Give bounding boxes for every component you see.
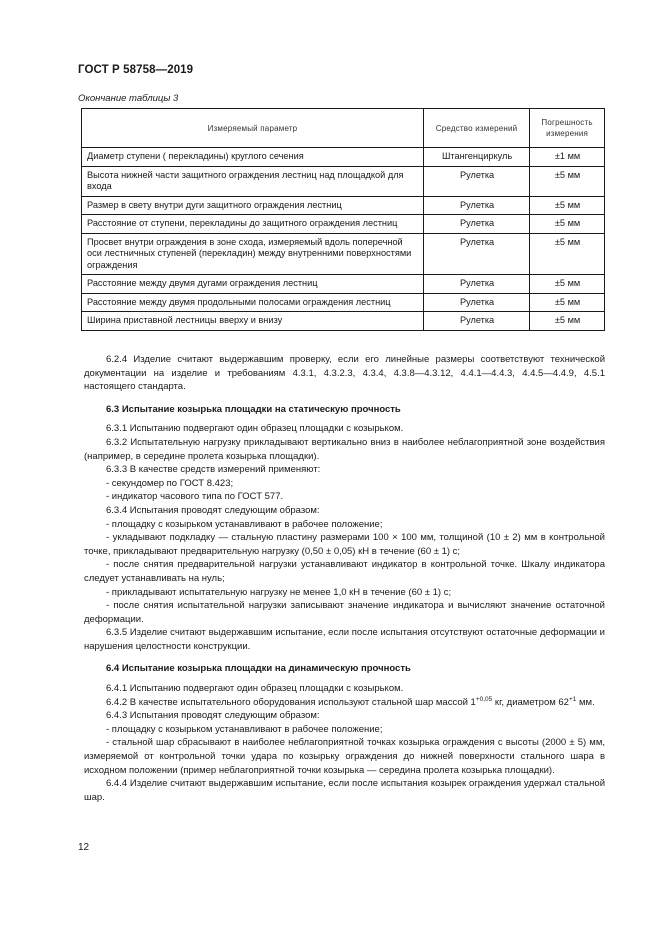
parameter-cell: Расстояние между двумя дугами ограждения лестниц bbox=[82, 275, 424, 294]
table-row bbox=[82, 293, 605, 312]
table-row bbox=[82, 148, 605, 167]
accuracy-cell: ±5 мм bbox=[530, 196, 605, 215]
accuracy-cell: ±5 мм bbox=[530, 233, 605, 275]
text-fragment: 6.4.2 В качестве испытательного оборудования используют стальной шар массой 1 bbox=[106, 696, 476, 708]
list-item: - индикатор часового типа по ГОСТ 577. bbox=[106, 491, 284, 503]
table-row bbox=[82, 312, 605, 331]
table-row bbox=[82, 196, 605, 215]
parameter-cell: Диаметр ступени ( перекладины) круглого сечения bbox=[82, 148, 424, 167]
instrument-cell: Рулетка bbox=[423, 166, 529, 196]
parameter-cell: Размер в свету внутри дуги защитного ограждения лестниц bbox=[82, 196, 424, 215]
paragraph-6-4-4: 6.4.4 Изделие считают выдержавшим испытание, если после испытания козырек ограждения удержал стальной шар. bbox=[84, 778, 605, 803]
paragraph-6-3-2: 6.3.2 Испытательную нагрузку прикладывают вертикально вниз в наиболее неблагоприятной зоне воздействия (например, в середине пролета козырька площадки). bbox=[84, 436, 605, 462]
paragraph-6-3-3: 6.3.3 В качестве средств измерений применяют: bbox=[106, 464, 321, 476]
list-item: - после снятия испытательной нагрузки записывают значение индикатора и вычисляют значение остаточной деформации. bbox=[84, 600, 605, 625]
list-item: - площадку с козырьком устанавливают в рабочее положение; bbox=[106, 518, 383, 530]
tolerance-superscript: +0,05 bbox=[475, 695, 493, 703]
paragraph-6-4-2 bbox=[84, 696, 605, 710]
parameter-cell: Расстояние между двумя продольными полосами ограждения лестниц bbox=[82, 293, 424, 312]
accuracy-cell: ±5 мм bbox=[530, 312, 605, 331]
paragraph-6-4-1: 6.4.1 Испытанию подвергают один образец площадки с козырьком. bbox=[106, 683, 404, 695]
table-caption: Окончание таблицы 3 bbox=[78, 93, 179, 104]
paragraph-6-2-4: 6.2.4 Изделие считают выдержавшим проверку, если его линейные размеры соответствуют технической документации на изделие и требованиям 4.3.1, 4.3.2.3, 4.3.4, 4.3.8—4.3.12, 4.4.1—4.4.3, 4.4.5—4.4.9, 4.5.1 настоящего стандарта. bbox=[84, 354, 605, 393]
document-body bbox=[84, 353, 605, 804]
column-header: Погрешность измерения bbox=[530, 109, 605, 148]
accuracy-cell: ±5 мм bbox=[530, 166, 605, 196]
accuracy-cell: ±5 мм bbox=[530, 215, 605, 234]
column-header: Измеряемый параметр bbox=[82, 109, 424, 148]
measurement-table bbox=[81, 108, 605, 331]
section-heading-6-3: 6.3 Испытание козырька площадки на статическую прочность bbox=[106, 403, 401, 415]
instrument-cell: Рулетка bbox=[423, 196, 529, 215]
instrument-cell: Рулетка bbox=[423, 293, 529, 312]
instrument-cell: Рулетка bbox=[423, 215, 529, 234]
list-item: - прикладывают испытательную нагрузку не менее 1,0 кН в течение (60 ± 1) с; bbox=[106, 586, 452, 598]
table-row bbox=[82, 275, 605, 294]
parameter-cell: Просвет внутри ограждения в зоне схода, измеряемый вдоль поперечной оси лестничных ступеней (перекладин) между внутренними поверхностями ограждения bbox=[82, 233, 424, 275]
paragraph-6-3-1: 6.3.1 Испытанию подвергают один образец площадки с козырьком. bbox=[106, 423, 404, 435]
parameter-cell: Расстояние от ступени, перекладины до защитного ограждения лестниц bbox=[82, 215, 424, 234]
instrument-cell: Рулетка bbox=[423, 275, 529, 294]
list-item: - укладывают подкладку — стальную пластину размерами 100 × 100 мм, толщиной (10 ± 2) мм в контрольной точке, прикладывают предварительную нагрузку (0,50 ± 0,05) кН в течение (60 ± 1) с; bbox=[84, 532, 605, 557]
section-heading-6-4: 6.4 Испытание козырька площадки на динамическую прочность bbox=[106, 663, 411, 675]
accuracy-cell: ±1 мм bbox=[530, 148, 605, 167]
tolerance-superscript: +1 bbox=[568, 695, 577, 703]
text-fragment: кг, диаметром 62 bbox=[492, 696, 569, 708]
paragraph-6-3-5: 6.3.5 Изделие считают выдержавшим испытание, если после испытания отсутствуют остаточные деформации и нарушения целостности конструкции. bbox=[84, 627, 605, 652]
instrument-cell: Рулетка bbox=[423, 312, 529, 331]
paragraph-6-3-4: 6.3.4 Испытания проводят следующим образом: bbox=[106, 504, 320, 516]
page-number: 12 bbox=[78, 842, 90, 853]
parameter-cell: Ширина приставной лестницы вверху и внизу bbox=[82, 312, 424, 331]
standard-designation: ГОСТ Р 58758—2019 bbox=[78, 64, 194, 76]
paragraph-6-4-3: 6.4.3 Испытания проводят следующим образом: bbox=[106, 710, 320, 722]
instrument-cell: Штангенциркуль bbox=[423, 148, 529, 167]
accuracy-cell: ±5 мм bbox=[530, 275, 605, 294]
table-header-row bbox=[82, 109, 605, 148]
text-fragment: мм. bbox=[576, 696, 595, 708]
list-item: - стальной шар сбрасывают в наиболее неблагоприятной точках козырька ограждения с высоты (2000 ± 5) мм, измеряемой от контрольной точки удара по козырьку ограждения до нижней поверхности стального шара в исходном положении (пример неблагоприятной точки козырька — середина пролета козырька площадки). bbox=[84, 737, 605, 776]
accuracy-cell: ±5 мм bbox=[530, 293, 605, 312]
table-row bbox=[82, 233, 605, 275]
table-row bbox=[82, 166, 605, 196]
table-row bbox=[82, 215, 605, 234]
instrument-cell: Рулетка bbox=[423, 233, 529, 275]
column-header: Средство измерений bbox=[423, 109, 529, 148]
list-item: - секундомер по ГОСТ 8.423; bbox=[106, 477, 234, 489]
parameter-cell: Высота нижней части защитного ограждения лестниц над площадкой для входа bbox=[82, 166, 424, 196]
list-item: - после снятия предварительной нагрузки устанавливают индикатор в контрольной точке. Шкалу индикатора следует устанавливать на нуль; bbox=[84, 559, 605, 584]
list-item: - площадку с козырьком устанавливают в рабочее положение; bbox=[106, 723, 383, 735]
